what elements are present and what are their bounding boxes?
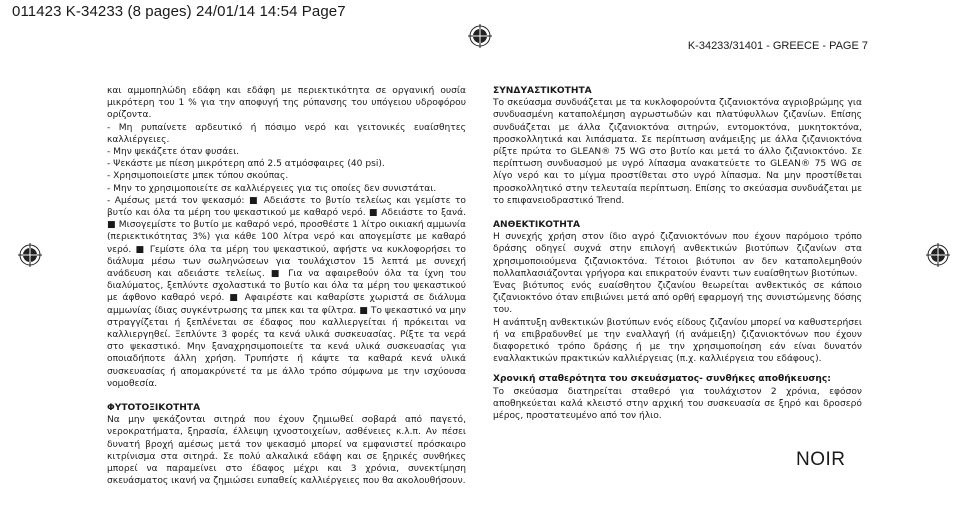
- right-column: [493, 85, 862, 422]
- phytotoxicity-text: Να μην ψεκάζονται σιτηρά που έχουν ζημιωθεί σοβαρά από παγετό, νεροκρατήματα, ξηρασία, έλλειψη ιχνοστοιχείων, ασθένειες κ.λ.π. Αν πέσει δυνατή βροχή αμέσως μετά τον ψεκασμό μπορεί να εμφανιστεί πρόσκαιρο κιτρίνισμα στα σιτηρά. Σε πολύ αλκαλικά εδάφη και σε ξηρικές συνθήκες μπορεί να παραμείνει στο έδαφος μέχρι και 3 χρόνια, συνεκτίμηση σκευάσματος ικανή να ζημιώσει ευπαθείς καλλιέργειες που θα ακολουθήσουν.: [107, 415, 466, 487]
- registration-mark-icon: [926, 243, 950, 267]
- bullet-item: - Ψεκάστε με πίεση μικρότερη από 2.5 ατμόσφαιρες (40 psi).: [107, 159, 385, 170]
- bullet-item: - Μη ρυπαίνετε αρδευτικό ή πόσιμο νερό και γειτονικές ευαίσθητες καλλιέργειες.: [107, 122, 466, 145]
- intro-paragraph: και αμμοπηλώδη εδάφη και εδάφη με περιεκτικότητα σε οργανική ουσία μικρότερη του 1 % για την αποφυγή της ρύπανσης του υπόγειου υδροφόρου ορίζοντα.: [107, 86, 466, 121]
- page-reference: K-34233/31401 - GREECE - PAGE 7: [687, 40, 868, 52]
- stability-text: Το σκεύασμα διατηρείται σταθερό για τουλάχιστον 2 χρόνια, εφόσον αποθηκεύεται καλά κλειστό στην αρχική του συσκευασία σε ξηρό και δροσερό μέρος, προστατευμένο από τον ήλιο.: [493, 386, 862, 422]
- print-slug: 011423 K-34233 (8 pages) 24/01/14 14:54 Page7: [12, 3, 346, 20]
- resistance-paragraph: Η συνεχής χρήση στον ίδιο αγρό ζιζανιοκτόνων που έχουν παρόμοιο τρόπο δράσης οδηγεί συχνά στην επιλογή ανθεκτικών βιοτύπων ζιζανίων στα χρησιμοποιούμενα ζιζανιοκτόνα. Τέτοιοι βιότυποι αν δεν καταπολεμηθούν πολλαπλασιάζονται γρήγορα και επικρατούν έναντι των ευαίσθητων βιοτύπων.: [493, 232, 862, 279]
- left-column: [107, 85, 466, 488]
- bullet-item: - Μην το χρησιμοποιείτε σε καλλιέργειες για τις οποίες δεν συνιστάται.: [107, 183, 437, 194]
- synergy-text: Το σκεύασμα συνδυάζεται με τα κυκλοφορούντα ζιζανιοκτόνα αγριοβρώμης για συνδυασμένη καταπολέμηση αγρωστωδών και πλατύφυλλων ζιζανίων. Επίσης συνδυάζεται με άλλα ζιζανιοκτόνα σιτηρών, εντομοκτόνα, μυκητοκτόνα, προσκολλητικά και λιπάσματα. Σε περίπτωση ανάμειξης με άλλα ζιζανιοκτόνα ρίξτε πρώτα το GLEAN® 75 WG στο βυτίο και μετά το άλλο ζιζανιοκτόνο. Σε περίπτωση συνδυασμού με υγρό λίπασμα ανακατεύετε το GLEAN® 75 WG σε λίγο νερό και το μίγμα προστίθεται στο υγρό λίπασμα. Να μην προστίθεται προσκολλητικό στην τελευταία περίπτωση. Επίσης το σκεύασμα συνδυάζεται με το επιφανειοδραστικό Trend.: [493, 98, 862, 206]
- resistance-paragraph: Ένας βιότυπος ενός ευαίσθητου ζιζανίου θεωρείται ανθεκτικός σε κάποιο ζιζανιοκτόνο όταν επιβιώνει μετά από ορθή εφαρμογή της συνιστώμενης δόσης του.: [493, 281, 862, 316]
- synergy-heading: ΣΥΝΔΥΑΣΤΙΚΟΤΗΤΑ: [493, 86, 592, 96]
- registration-mark-icon: [18, 243, 42, 267]
- bullet-item: - Αμέσως μετά τον ψεκασμό: ■ Αδειάστε το βυτίο τελείως και γεμίστε το βυτίο και όλα τα μέρη του ψεκαστικού με καθαρό νερό. ■ Αδειάστε το ξανά. ■ Μισογεμίστε το βυτίο με καθαρό νερό, προσθέστε 1 λίτρο οικιακή αμμωνία (περιεκτικότητας 3%) για κάθε 100 λίτρα νερό και απογεμίστε με καθαρό νερό. ■ Γεμίστε όλα τα μέρη του ψεκαστικού, αφήστε να κυκλοφορήσει το διάλυμα μέσω των σωληνώσεων για τουλάχιστον 15 λεπτά με συνεχή ανάδευση και αδειάστε τελείως. ■ Για να αφαιρεθούν όλα τα ίχνη του διαλύματος, ξεπλύντε σχολαστικά το βυτίο και όλα τα μέρη του ψεκαστικού με άφθονο καθαρό νερό. ■ Αφαιρέστε και καθαρίστε χωριστά σε διάλυμα αμμωνίας ίδιας συγκέντρωσης τα μπεκ και τα φίλτρα. ■ Το ψεκαστικό να μην στραγγίζεται ή ξεπλένεται σε έδαφος που καλλιεργείται ή πρόκειται να καλλιεργηθεί. Ξεπλύντε 3 φορές τα κενά υλικά συσκευασίας. Ρίξτε τα νερά στο ψεκαστικό. Μην ξαναχρησιμοποιείτε τα κενά υλικά συσκευασίας για οποιαδήποτε άλλη χρήση. Τρυπήστε ή κάψτε τα καθαρά κενά υλικά συσκευασίας ή απομακρύνετέ τα με άλλο τρόπο σύμφωνα με την ισχύουσα νομοθεσία.: [107, 195, 466, 389]
- bullet-item: - Χρησιμοποιείστε μπεκ τύπου σκούπας.: [107, 171, 289, 182]
- bullet-item: - Μην ψεκάζετε όταν φυσάει.: [107, 147, 240, 158]
- stability-heading: Χρονική σταθερότητα του σκευάσματος- συνθήκες αποθήκευσης:: [493, 374, 831, 385]
- color-badge: NOIR: [796, 449, 846, 470]
- phytotoxicity-heading: ΦΥΤΟΤΟΞΙΚΟΤΗΤΑ: [107, 403, 201, 414]
- registration-mark-icon: [468, 24, 492, 48]
- resistance-paragraph: Η ανάπτυξη ανθεκτικών βιοτύπων ενός είδους ζιζανίου μπορεί να καθυστερήσει ή να επιβραδυνθεί με την εναλλαγή (ή ανάμειξη) ζιζανιοκτόνων που έχουν διαφορετικό τρόπο δράσης ή με την χρησιμοποίηση εάν είναι δυνατόν εναλλακτικών πρακτικών καλλιέργειας (π.χ. καλλιέργεια του εδάφους).: [493, 317, 862, 365]
- resistance-heading: ΑΝΘΕΚΤΙΚΟΤΗΤΑ: [493, 220, 581, 231]
